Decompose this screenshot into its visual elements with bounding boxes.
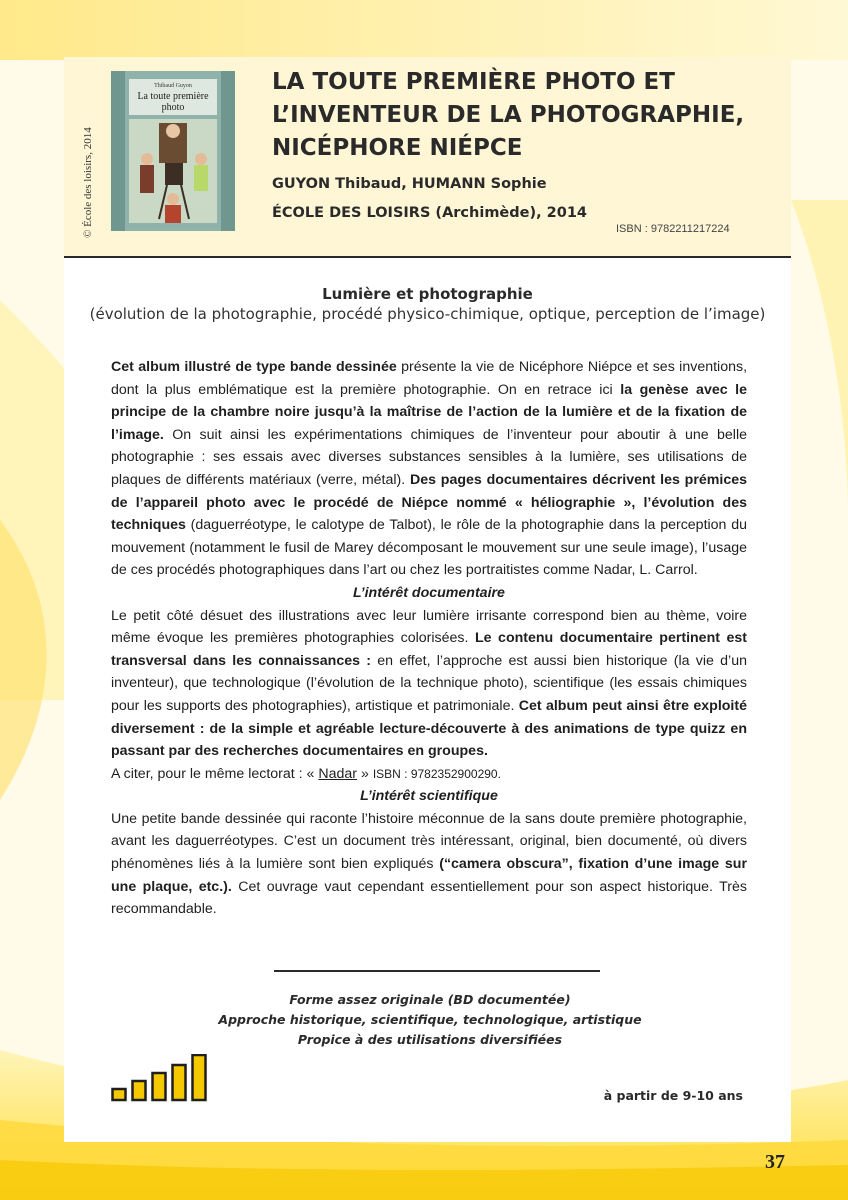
cover-author: Thibaud Guyon (154, 83, 192, 89)
text-run: la genèse avec le principe de la chambre noire jusqu’à la maîtrise de l’action de la lumière et de la fixation de l’image. (111, 381, 747, 443)
image-credit: © École des loisirs, 2014 (82, 127, 94, 238)
book-title-line-2: L’INVENTEUR DE LA PHOTOGRAPHIE, (272, 102, 745, 128)
level-bar-1 (113, 1089, 126, 1100)
page-number: 37 (765, 1151, 785, 1173)
citation-prefix: A citer, pour le même lectorat : « (111, 765, 319, 782)
review-body (111, 356, 747, 921)
review-paragraph-2 (111, 605, 747, 763)
review-paragraph-3 (111, 808, 747, 921)
book-cover-image (111, 71, 235, 231)
text-run: présente la vie de Nicéphore Niépce et ses inventions, dont la plus emblématique est la première photographie. On en retrace ici (111, 359, 748, 398)
topic-heading: Lumière et photographie (322, 285, 533, 303)
citation-line (111, 763, 747, 786)
text-run: Cet ouvrage vaut cependant essentiellement pour son aspect historique. Très recommandable. (111, 878, 747, 918)
summary-line-1: Forme assez originale (BD documentée) (289, 992, 571, 1007)
topic-subheading: (évolution de la photographie, procédé physico-chimique, optique, perception de l’image) (89, 305, 766, 323)
summary-block (140, 990, 720, 1050)
book-title-line-1: LA TOUTE PREMIÈRE PHOTO ET (272, 69, 675, 95)
section-heading-documentaire: L’intérêt documentaire (353, 584, 505, 601)
text-run: Cet album peut ainsi être exploité diversement : de la simple et agréable lecture-découverte à des animations de type quizz en passant par des recherches documentaires en groupes. (111, 697, 747, 760)
text-run: Le petit côté désuet des illustrations avec leur lumière irrisante correspond bien au thème, voire même évoque les premières photographies colorisées. (111, 607, 747, 647)
text-run: (daguerréotype, le calotype de Talbot), le rôle de la photographie dans la perception du mouvement (notamment le fusil de Marey décomposant le mouvement sur une seule image), l’usage de ces procédés photographiques dans l’art ou chez les portraitistes comme Nadar, L. Carrol. (111, 517, 747, 579)
age-recommendation: à partir de 9-10 ans (603, 1088, 743, 1103)
text-run: Le contenu documentaire pertinent est transversal dans les connaissances : (111, 630, 747, 669)
text-run: On suit ainsi les expérimentations chimiques de l’inventeur pour aboutir à une belle photographie : ses essais avec diverses substances sensibles à la lumière, ses utilisations de plaques de différents matériaux (verre, métal). (111, 426, 747, 488)
citation-isbn: ISBN : 9782352900290. (372, 766, 501, 781)
summary-divider (274, 970, 600, 972)
book-title (272, 66, 782, 165)
cover-title-2: photo (161, 102, 185, 113)
level-bar-2 (133, 1081, 146, 1100)
text-run: (“camera obscura”, fixation d’une image sur une plaque, etc.). (111, 856, 747, 895)
summary-line-3: Propice à des utilisations diversifiées (297, 1032, 563, 1047)
level-bar-4 (173, 1065, 186, 1100)
citation-suffix: » (357, 765, 373, 782)
book-title-line-3: NICÉPHORE NIÉPCE (272, 135, 523, 161)
cover-title-1: La toute première (137, 91, 209, 102)
book-publisher: ÉCOLE DES LOISIRS (Archimède), 2014 (272, 205, 588, 221)
text-run: Une petite bande dessinée qui raconte l’histoire méconnue de la sans doute première photographie, avant les daguerréotypes. C’est un document très intéressant, original, bien documenté, où divers phénomènes liés à la lumière sont bien expliqués (111, 810, 747, 873)
summary-line-2: Approche historique, scientifique, technologique, artistique (218, 1012, 642, 1027)
header-divider (64, 256, 791, 258)
citation-link-nadar[interactable]: Nadar (318, 765, 358, 782)
text-run: Des pages documentaires décrivent les prémices de l’appareil photo avec le procédé de Niépce nommé « héliographie », l’évolution des techniques (111, 471, 747, 534)
difficulty-bars-icon (111, 1054, 215, 1102)
level-bar-5 (193, 1055, 206, 1100)
text-run: en effet, l’approche est aussi bien historique (la vie d’un inventeur), que technologique (l’évolution de la technique photo), scientifique (les essais chimiques pour les supports des photographies), artistique et patrimoniale. (111, 652, 747, 714)
book-authors: GUYON Thibaud, HUMANN Sophie (272, 176, 547, 192)
text-run: Cet album illustré de type bande dessinée (111, 359, 397, 375)
section-heading-scientifique: L’intérêt scientifique (360, 788, 498, 805)
review-paragraph-1 (111, 356, 747, 582)
level-bar-3 (153, 1073, 166, 1100)
book-isbn: ISBN : 9782211217224 (616, 223, 730, 235)
